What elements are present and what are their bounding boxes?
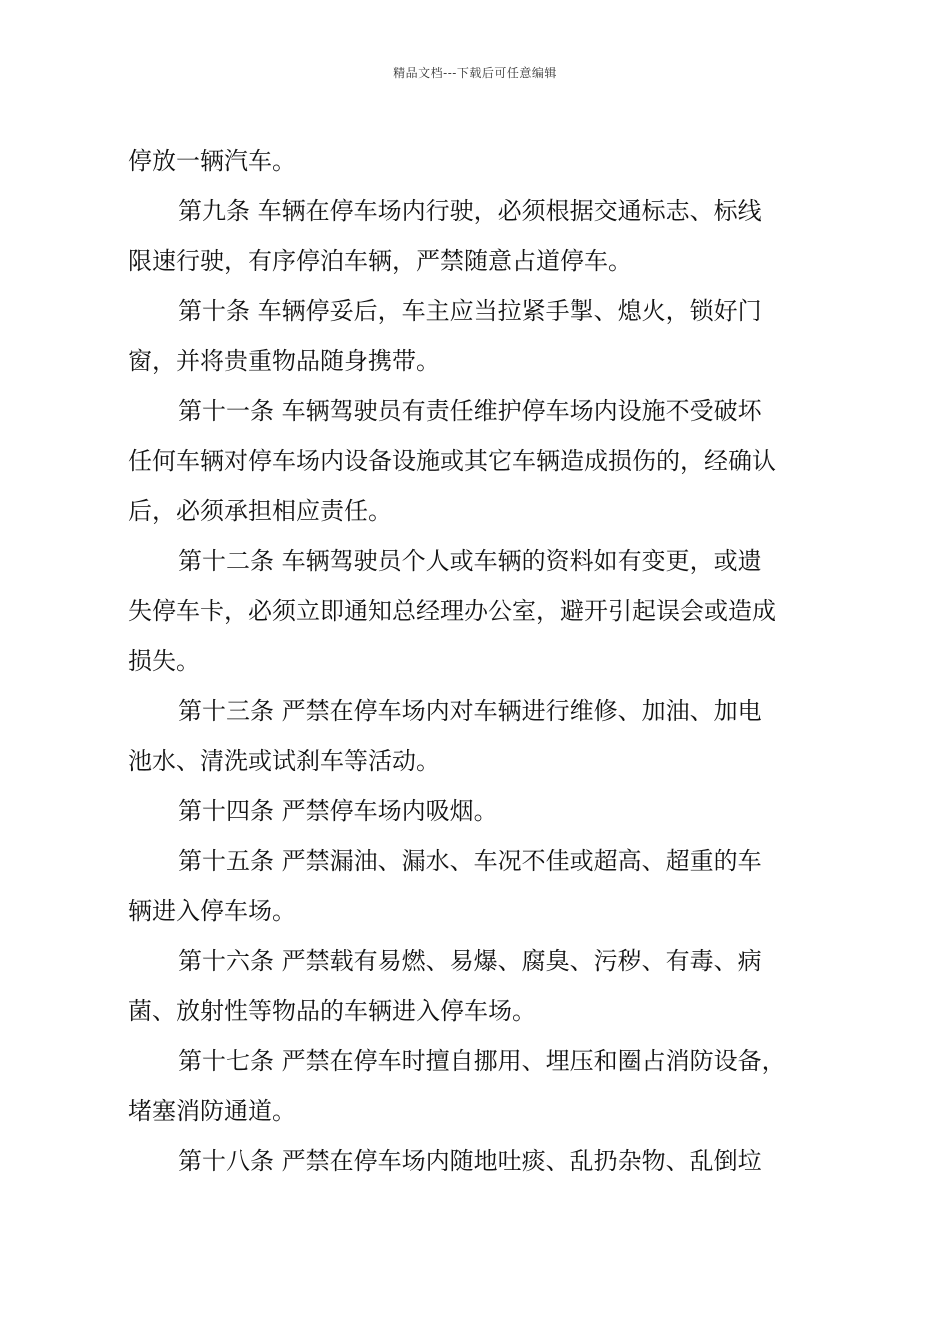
text-line: 第十一条 车辆驾驶员有责任维护停车场内设施不受破坏 <box>178 397 762 425</box>
document-body <box>128 136 828 1186</box>
text-line: 失停车卡，必须立即通知总经理办公室，避开引起误会或造成 <box>128 597 776 625</box>
text-line: 第十条 车辆停妥后，车主应当拉紧手掣、熄火，锁好门 <box>178 297 762 325</box>
text-line: 第十六条 严禁载有易燃、易爆、腐臭、污秽、有毒、病 <box>178 947 762 975</box>
page-header: 精品文档---下载后可任意编辑 <box>393 66 557 80</box>
text-line: 第十四条 严禁停车场内吸烟。 <box>178 797 498 825</box>
text-line: 第十五条 严禁漏油、漏水、车况不佳或超高、超重的车 <box>178 847 762 875</box>
text-line: 后，必须承担相应责任。 <box>128 497 392 525</box>
text-line: 第十三条 严禁在停车场内对车辆进行维修、加油、加电 <box>178 697 762 725</box>
text-line: 第九条 车辆在停车场内行驶，必须根据交通标志、标线 <box>178 197 762 225</box>
text-line: 池水、清洗或试刹车等活动。 <box>128 747 440 775</box>
text-line: 窗，并将贵重物品随身携带。 <box>128 347 440 375</box>
text-line: 停放一辆汽车。 <box>128 147 296 175</box>
text-line: 任何车辆对停车场内设备设施或其它车辆造成损伤的，经确认 <box>128 447 776 475</box>
text-line: 菌、放射性等物品的车辆进入停车场。 <box>128 997 536 1025</box>
text-line: 第十七条 严禁在停车时擅自挪用、埋压和圈占消防设备， <box>178 1047 786 1075</box>
text-line: 限速行驶，有序停泊车辆，严禁随意占道停车。 <box>128 247 632 275</box>
text-line: 第十二条 车辆驾驶员个人或车辆的资料如有变更，或遗 <box>178 547 762 575</box>
text-line: 第十八条 严禁在停车场内随地吐痰、乱扔杂物、乱倒垃 <box>178 1147 762 1175</box>
text-line: 辆进入停车场。 <box>128 897 296 925</box>
text-line: 堵塞消防通道。 <box>128 1097 296 1125</box>
text-line: 损失。 <box>128 647 200 675</box>
